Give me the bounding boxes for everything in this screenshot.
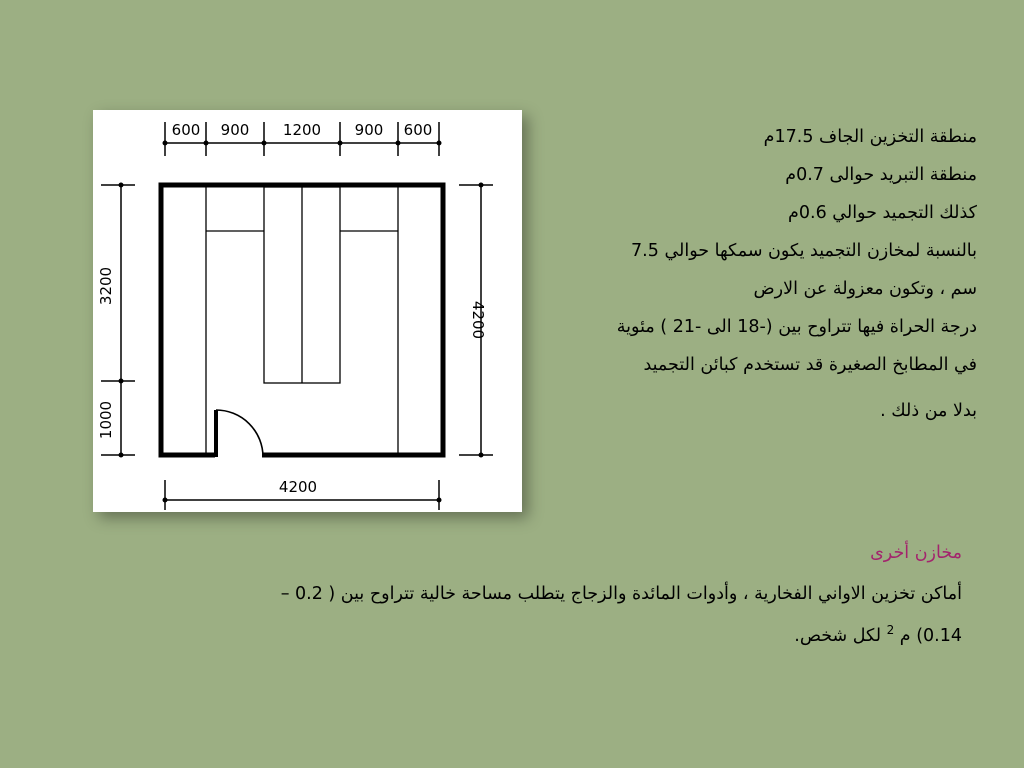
floor-plan-drawing bbox=[93, 110, 522, 512]
top-dim-3: 1200 bbox=[282, 121, 322, 139]
note-line-2: منطقة التبريد حوالى 0.7م bbox=[785, 165, 977, 185]
note-line-4: بالنسبة لمخازن التجميد يكون سمكها حوالي 7.5 bbox=[631, 241, 977, 261]
note-line-6: درجة الحراة فيها تتراوح بين (-18 الى -21 ) مئوية bbox=[616, 317, 977, 337]
door bbox=[216, 410, 263, 457]
note-line-7: في المطابخ الصغيرة قد تستخدم كبائن التجميد bbox=[643, 355, 977, 375]
other-stores-body bbox=[140, 576, 962, 648]
note-line-8: بدلا من ذلك . bbox=[880, 401, 977, 421]
top-dim-5: 600 bbox=[403, 121, 433, 139]
note-line-3: كذلك التجميد حوالي 0.6م bbox=[788, 203, 977, 223]
top-dim-2: 900 bbox=[220, 121, 250, 139]
note-line-5: سم ، وتكون معزولة عن الارض bbox=[753, 279, 977, 299]
storage-notes bbox=[545, 118, 977, 430]
superscript-two: 2 bbox=[886, 623, 895, 637]
bottom-dim: 4200 bbox=[278, 478, 318, 496]
right-dim: 4200 bbox=[469, 300, 487, 340]
floor-plan-image bbox=[93, 110, 522, 512]
other-stores-line-2a: 0.14) م bbox=[894, 625, 962, 646]
left-dim-2: 1000 bbox=[97, 400, 115, 440]
left-dim-1: 3200 bbox=[97, 266, 115, 306]
other-stores-line-1: أماكن تخزين الاواني الفخارية ، وأدوات المائدة والزجاج يتطلب مساحة خالية تتراوح بين ( 0.2 – bbox=[280, 584, 962, 604]
top-dim-1: 600 bbox=[171, 121, 201, 139]
note-line-1: منطقة التخزين الجاف 17.5م bbox=[763, 127, 977, 147]
other-stores-line-2 bbox=[140, 612, 962, 648]
top-dim-4: 900 bbox=[354, 121, 384, 139]
other-stores-line-2b: لكل شخص. bbox=[794, 625, 887, 646]
other-stores-heading: مخازن أخرى bbox=[870, 543, 962, 563]
